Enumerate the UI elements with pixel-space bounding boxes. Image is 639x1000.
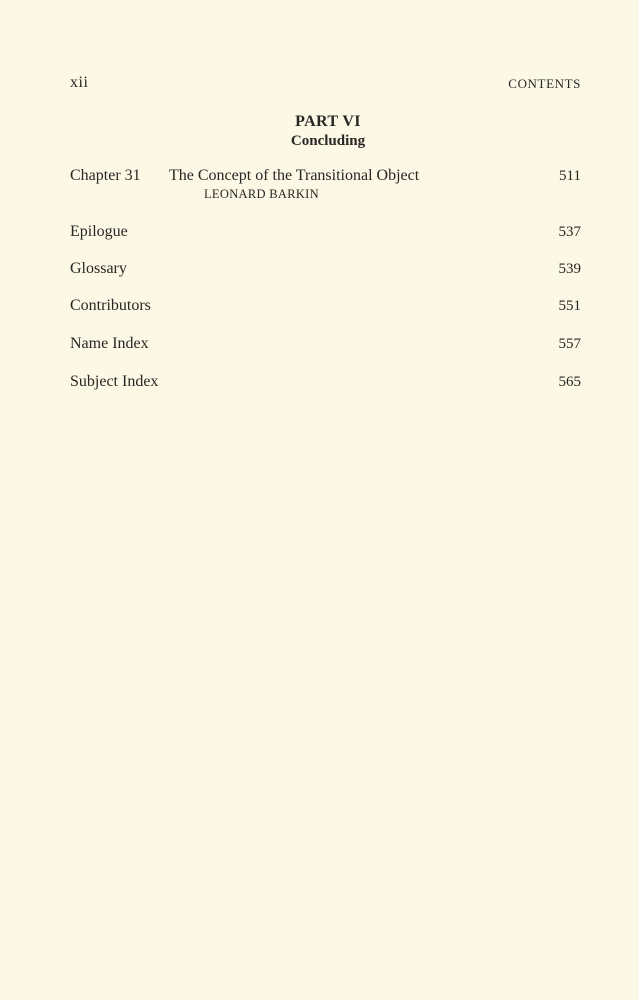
toc-entry-name-index (70, 335, 581, 355)
running-title: CONTENTS (508, 76, 581, 91)
entry-label: Name Index (70, 335, 149, 352)
part-heading (0, 112, 639, 151)
entry-page-number: 537 (558, 224, 581, 240)
entry-label: Epilogue (70, 223, 128, 240)
entry-label: Contributors (70, 297, 151, 314)
part-subtitle: Concluding (290, 133, 366, 149)
entry-page-number: 539 (558, 261, 581, 277)
toc-entry-subject-index (70, 373, 581, 393)
chapter-page-number: 511 (559, 168, 581, 184)
chapter-title: The Concept of the Transitional Object (169, 167, 420, 184)
toc-entry-contributors (70, 297, 581, 317)
entry-page-number: 557 (558, 336, 581, 352)
chapter-number: Chapter 31 (70, 167, 141, 184)
toc-entry-epilogue (70, 223, 581, 243)
entry-page-number: 551 (558, 298, 581, 314)
toc-entry-glossary (70, 260, 581, 280)
chapter-author: LEONARD BARKIN (204, 187, 319, 201)
toc-chapter-31 (70, 167, 581, 201)
running-head (70, 74, 581, 94)
page-folio: xii (70, 74, 89, 91)
entry-label: Glossary (70, 260, 127, 277)
entry-page-number: 565 (558, 374, 581, 390)
part-label: PART VI (295, 113, 361, 130)
entry-label: Subject Index (70, 373, 159, 390)
